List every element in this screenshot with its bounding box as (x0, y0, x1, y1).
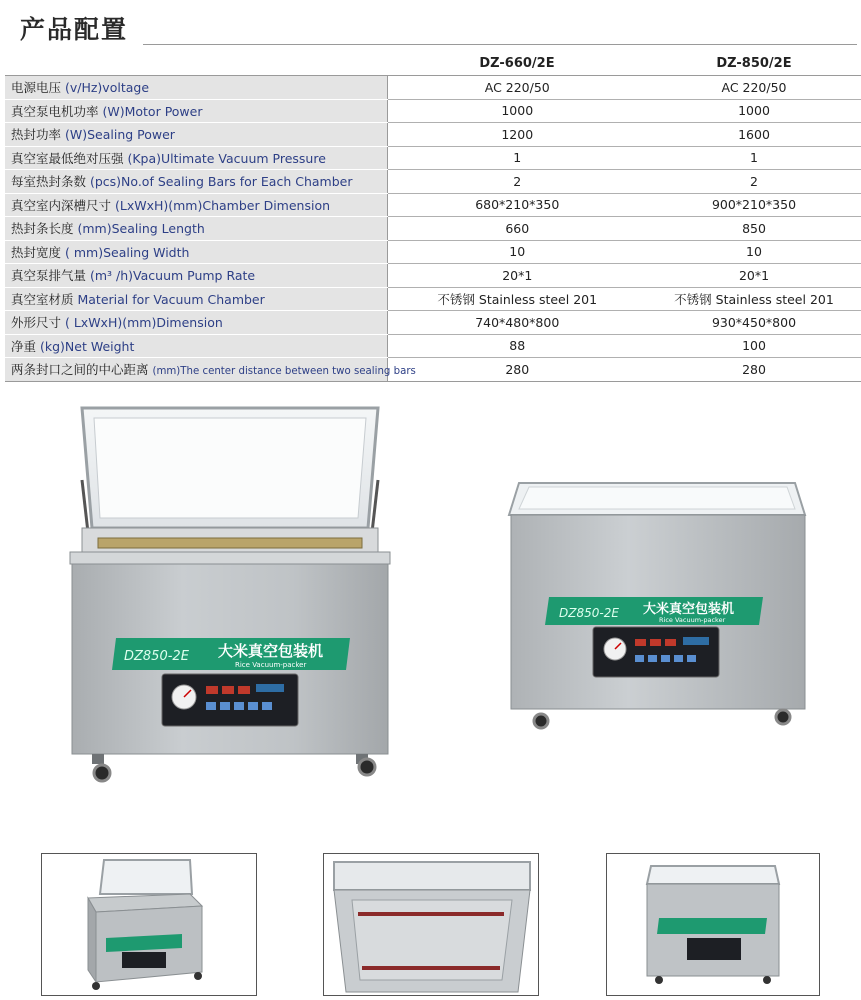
spec-value: 1600 (647, 123, 861, 147)
model-column-header: DZ-660/2E (387, 52, 647, 76)
spec-label (5, 170, 387, 194)
spec-row (5, 146, 861, 170)
spec-label-zh: 真空泵电机功率 (11, 103, 103, 119)
spec-label-en: (mm)The center distance between two sealing bars (152, 366, 416, 378)
spec-label-zh: 电源电压 (11, 80, 65, 96)
spec-label (5, 193, 387, 217)
brand-name-en: Rice Vacuum-packer (659, 616, 726, 624)
spec-label-en: (kg)Net Weight (39, 338, 135, 354)
spec-label-zh: 热封功率 (11, 127, 65, 143)
spec-label-en: (LxWxH)(mm)Chamber Dimension (114, 197, 331, 213)
spec-value: 1000 (647, 99, 861, 123)
spec-value: 1000 (387, 99, 647, 123)
spec-label (5, 358, 416, 382)
spec-value: 10 (647, 240, 861, 264)
spec-label-en: (mm)Sealing Length (77, 221, 205, 237)
spec-label (5, 240, 387, 264)
spec-label-zh: 两条封口之间的中心距离 (11, 362, 153, 378)
spec-label-en: (Kpa)Ultimate Vacuum Pressure (127, 150, 326, 166)
brand-name-en: Rice Vacuum-packer (235, 661, 307, 669)
brand-name-zh: 大米真空包装机 (643, 602, 735, 617)
spec-value: 20*1 (647, 264, 861, 288)
spec-value: AC 220/50 (647, 76, 861, 100)
spec-row (5, 193, 861, 217)
spec-value: 2 (387, 170, 647, 194)
spec-label (5, 99, 387, 123)
spec-row (5, 334, 861, 358)
spec-value: AC 220/50 (387, 76, 647, 100)
machine-thumbnail-open-angle (42, 854, 256, 995)
spec-label-en: Material for Vacuum Chamber (77, 291, 265, 307)
spec-label-zh: 真空泵排气量 (11, 268, 90, 284)
spec-row (5, 76, 861, 100)
model-label: DZ850-2E (124, 649, 189, 664)
spec-label (5, 76, 387, 100)
machine-thumbnail-chamber (324, 854, 538, 995)
spec-row (5, 123, 861, 147)
spec-value: 850 (647, 217, 861, 241)
spec-label-en: (v/Hz)voltage (64, 80, 150, 96)
thumbnail-3 (606, 853, 820, 996)
spec-value: 660 (387, 217, 647, 241)
page-title: 产品配置 (20, 15, 129, 44)
spec-value: 680*210*350 (387, 193, 647, 217)
spec-row (5, 170, 861, 194)
spec-label-zh: 热封条长度 (11, 221, 78, 237)
spec-label (5, 264, 387, 288)
spec-label (5, 334, 387, 358)
spec-row (5, 358, 861, 382)
header (0, 0, 861, 48)
brand-name-zh: 大米真空包装机 (218, 642, 324, 660)
spec-label-en: (pcs)No.of Sealing Bars for Each Chamber (89, 174, 353, 190)
machine-photo-open (60, 400, 400, 795)
thumbnail-2 (323, 853, 539, 996)
spec-label-en: ( mm)Sealing Width (64, 244, 190, 260)
spec-value: 2 (647, 170, 861, 194)
spec-label (5, 123, 387, 147)
header-rule (143, 44, 857, 45)
spec-value: 900*210*350 (647, 193, 861, 217)
spec-label-en: (W)Sealing Power (64, 127, 175, 143)
thumbnail-1 (41, 853, 257, 996)
spec-label-zh: 净重 (11, 338, 40, 354)
spec-value: 100 (647, 334, 861, 358)
spec-row (5, 217, 861, 241)
spec-label-zh: 真空室材质 (11, 291, 78, 307)
model-label: DZ850-2E (559, 606, 619, 620)
spec-header-row (5, 52, 861, 76)
machine-thumbnail-closed (607, 854, 819, 995)
spec-value: 10 (387, 240, 647, 264)
spec-label-zh: 真空室最低绝对压强 (11, 150, 128, 166)
spec-value: 740*480*800 (387, 311, 647, 335)
spec-label-zh: 热封宽度 (11, 244, 65, 260)
spec-row (5, 99, 861, 123)
spec-label (5, 217, 387, 241)
spec-value: 930*450*800 (647, 311, 861, 335)
spec-header-blank (5, 52, 387, 76)
model-column-header: DZ-850/2E (647, 52, 861, 76)
spec-row (5, 264, 861, 288)
spec-label-zh: 每室热封条数 (11, 174, 90, 190)
spec-body (5, 76, 861, 382)
spec-row (5, 287, 861, 311)
spec-value: 不锈钢 Stainless steel 201 (387, 287, 647, 311)
spec-label-zh: 真空室内深槽尺寸 (11, 197, 115, 213)
spec-label (5, 287, 387, 311)
spec-label-zh: 外形尺寸 (11, 315, 65, 331)
spec-value: 1 (647, 146, 861, 170)
machine-photo-closed (505, 475, 810, 740)
spec-value: 1 (387, 146, 647, 170)
spec-value: 280 (387, 358, 647, 382)
spec-label-en: ( LxWxH)(mm)Dimension (64, 315, 223, 331)
spec-row (5, 240, 861, 264)
spec-label-en: (m³ /h)Vacuum Pump Rate (89, 268, 256, 284)
spec-value: 280 (647, 358, 861, 382)
spec-value: 88 (387, 334, 647, 358)
spec-label (5, 311, 387, 335)
spec-label (5, 146, 387, 170)
spec-label-en: (W)Motor Power (102, 103, 203, 119)
spec-table (5, 52, 861, 382)
spec-value: 20*1 (387, 264, 647, 288)
spec-value: 不锈钢 Stainless steel 201 (647, 287, 861, 311)
spec-row (5, 311, 861, 335)
spec-value: 1200 (387, 123, 647, 147)
